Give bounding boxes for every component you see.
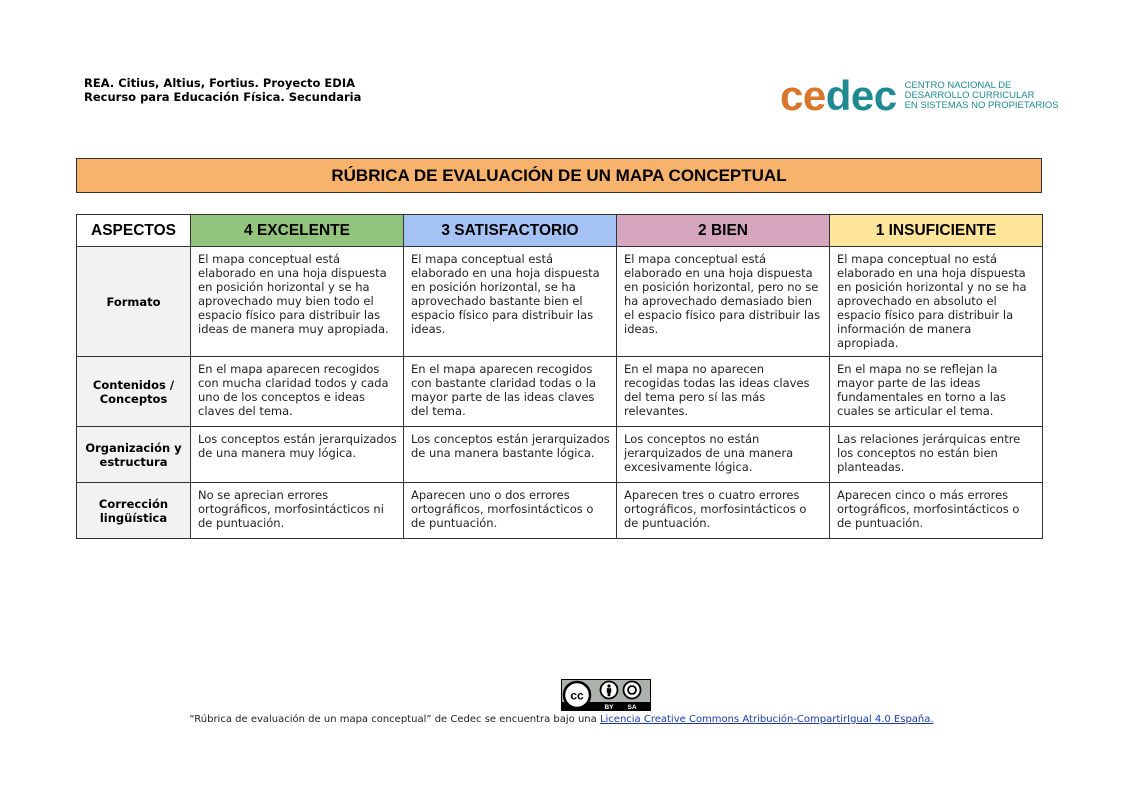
license-link[interactable]: Licencia Creative Commons Atribución-CompartirIgual 4.0 España. — [599, 714, 934, 725]
header-project-line: REA. Citius, Altius, Fortius. Proyecto EDIA — [84, 76, 356, 90]
logo-sub-line2: DESARROLLO CURRICULAR — [904, 90, 1035, 101]
cedec-logo — [780, 72, 1059, 119]
table-cell: En el mapa no se reflejan la mayor parte de las ideas fundamentales en torno a las cuales se articular el tema. — [830, 357, 1043, 427]
by-attribution-icon — [601, 682, 618, 699]
table-row — [77, 357, 1043, 427]
table-cell: Aparecen uno o dos errores ortográficos, morfosintácticos o de puntuación. — [404, 483, 617, 539]
header-resource-line: Recurso para Educación Física. Secundaria — [84, 90, 362, 104]
license-footer — [0, 714, 1123, 725]
logo-subtitle — [905, 81, 1059, 111]
table-cell: No se aprecian errores ortográficos, morfosintácticos ni de puntuación. — [191, 483, 404, 539]
table-cell: Los conceptos están jerarquizados de una manera bastante lógica. — [404, 427, 617, 483]
table-cell: Las relaciones jerárquicas entre los conceptos no están bien planteadas. — [830, 427, 1043, 483]
rubric-title: RÚBRICA DE EVALUACIÓN DE UN MAPA CONCEPTUAL — [76, 158, 1042, 193]
header-insuficiente: 1 INSUFICIENTE — [830, 215, 1043, 247]
table-cell: En el mapa aparecen recogidos con bastante claridad todas o la mayor parte de las ideas claves del tema. — [404, 357, 617, 427]
document-header — [84, 76, 361, 104]
header-bien: 2 BIEN — [617, 215, 830, 247]
aspect-formato: Formato — [77, 247, 191, 357]
table-cell: El mapa conceptual no está elaborado en una hoja dispuesta en posición horizontal y no se ha aprovechado en absoluto el espacio físico para distribuir la información de manera apropiada. — [830, 247, 1043, 357]
table-cell: El mapa conceptual está elaborado en una hoja dispuesta en posición horizontal, se ha aprovechado bastante bien el espacio físico para distribuir las ideas. — [404, 247, 617, 357]
table-cell: Los conceptos están jerarquizados de una manera muy lógica. — [191, 427, 404, 483]
table-cell: El mapa conceptual está elaborado en una hoja dispuesta en posición horizontal, pero no se ha aprovechado demasiado bien el espacio físico para distribuir las ideas. — [617, 247, 830, 357]
rubric-header-row — [77, 215, 1043, 247]
table-cell: En el mapa aparecen recogidos con mucha claridad todos y cada uno de los conceptos e ideas claves del tema. — [191, 357, 404, 427]
table-row — [77, 427, 1043, 483]
svg-text:cc: cc — [570, 688, 584, 703]
table-cell: Aparecen cinco o más errores ortográficos, morfosintácticos o de puntuación. — [830, 483, 1043, 539]
table-cell: Aparecen tres o cuatro errores ortográficos, morfosintácticos o de puntuación. — [617, 483, 830, 539]
table-cell: Los conceptos no están jerarquizados de una manera excesivamente lógica. — [617, 427, 830, 483]
logo-sub-line3: EN SISTEMAS NO PROPIETARIOS — [904, 100, 1059, 111]
header-aspectos: ASPECTOS — [77, 215, 191, 247]
creative-commons-badge — [561, 679, 651, 711]
aspect-organizacion: Organización y estructura — [77, 427, 191, 483]
header-excelente: 4 EXCELENTE — [191, 215, 404, 247]
license-statement: “Rúbrica de evaluación de un mapa conceptual” de Cedec se encuentra bajo una — [189, 714, 600, 725]
aspect-correccion: Corrección lingüística — [77, 483, 191, 539]
table-cell: En el mapa no aparecen recogidas todas las ideas claves del tema pero sí las más relevantes. — [617, 357, 830, 427]
table-row — [77, 483, 1043, 539]
table-cell: El mapa conceptual está elaborado en una hoja dispuesta en posición horizontal y se ha aprovechado muy bien todo el espacio físico para distribuir las ideas de manera muy apropiada. — [191, 247, 404, 357]
sa-label: SA — [627, 704, 637, 711]
aspect-contenidos: Contenidos / Conceptos — [77, 357, 191, 427]
header-satisfactorio: 3 SATISFACTORIO — [404, 215, 617, 247]
logo-sub-line1: CENTRO NACIONAL DE — [904, 80, 1012, 91]
cc-icon — [564, 682, 590, 708]
rubric-table — [76, 214, 1043, 539]
logo-word-part1: ce — [780, 72, 826, 119]
table-row — [77, 247, 1043, 357]
logo-wordmark — [780, 72, 897, 119]
logo-word-part2: dec — [825, 72, 897, 119]
sa-share-alike-icon — [624, 682, 641, 699]
by-label: BY — [604, 704, 614, 711]
